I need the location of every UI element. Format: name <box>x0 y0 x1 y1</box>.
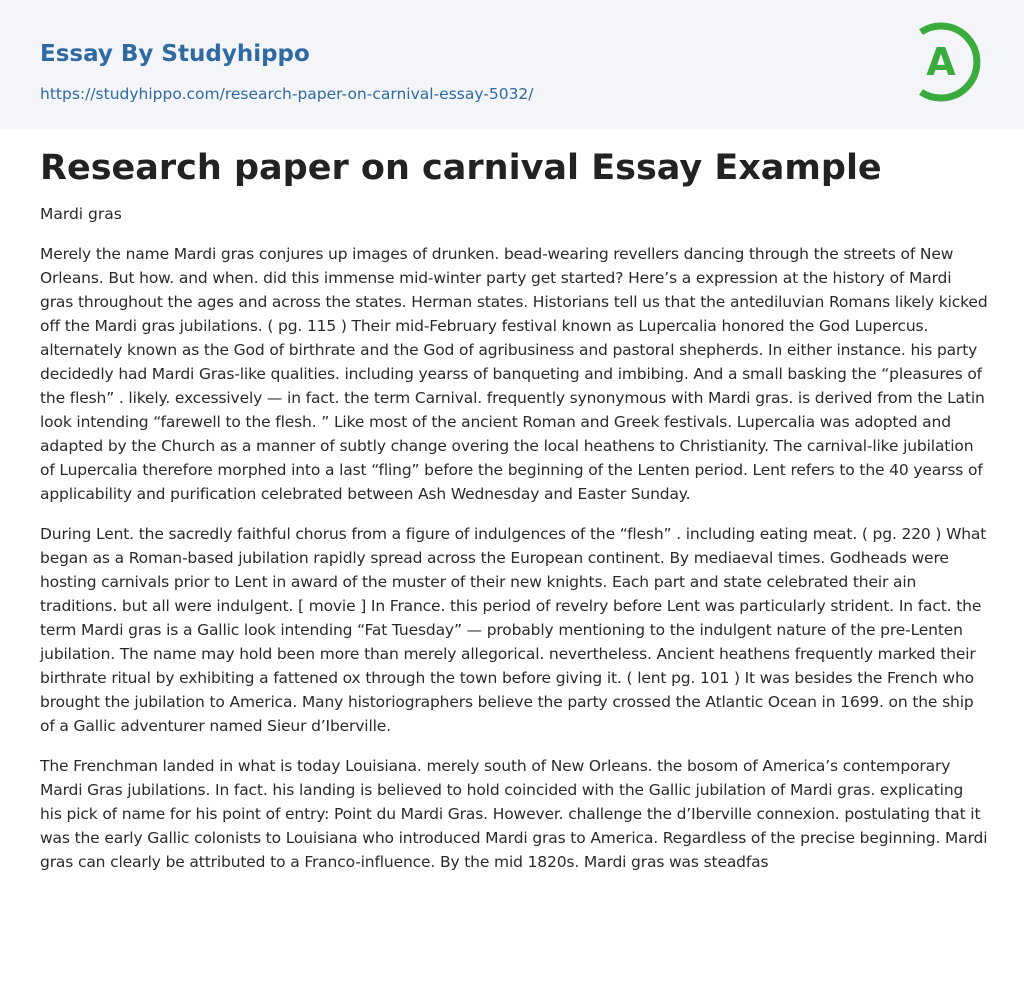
article-subtitle: Mardi gras <box>40 205 122 223</box>
page-title: Research paper on carnival Essay Example <box>40 148 882 188</box>
article-paragraph-3: The Frenchman landed in what is today Louisiana. merely south of New Orleans. the bosom of America’s contemporary Mardi Gras jubilations. In fact. his landing is believed to hold coincided with the Gallic jubilation of Mardi gras. explicating his pick of name for his point of entry: Point du Mardi Gras. However. challenge the d’Iberville connexion. postulating that it was the early Gallic colonists to Louisiana who introduced Mardi gras to America. Regardless of the precise beginning. Mardi gras can clearly be attributed to a Franco-influence. By the mid 1820s. Mardi gras was steadfas <box>40 757 988 871</box>
article <box>40 145 988 874</box>
logo-letter: A <box>926 40 956 84</box>
page-url-link[interactable]: https://studyhippo.com/research-paper-on-carnival-essay-5032/ <box>40 85 534 103</box>
studyhippo-logo[interactable] <box>912 19 986 105</box>
article-paragraph-1: Merely the name Mardi gras conjures up images of drunken. bead-wearing revellers dancing through the streets of New Orleans. But how. and when. did this immense mid-winter party get started? Here’s a expression at the history of Mardi gras throughout the ages and across the states. Herman states. Historians tell us that the antediluvian Romans likely kicked off the Mardi gras jubilations. ( pg. 115 ) Their mid-February festival known as Lupercalia honored the God Lupercus. alternately known as the God of birthrate and the God of agribusiness and pastoral shepherds. In either instance. his party decidedly had Mardi Gras-like qualities. including yearss of banqueting and imbibing. And a small basking the “pleasures of the flesh” . likely. excessively — in fact. the term Carnival. frequently synonymous with Mardi gras. is derived from the Latin look intending “farewell to the flesh. ” Like most of the ancient Roman and Greek festivals. Lupercalia was adopted and adapted by the Church as a manner of subtly change overing the local heathens to Christianity. The carnival-like jubilation of Lupercalia therefore morphed into a last “fling” before the beginning of the Lenten period. Lent refers to the 40 yearss of applicability and purification celebrated between Ash Wednesday and Easter Sunday. <box>40 245 988 503</box>
site-title-link[interactable]: Essay By Studyhippo <box>40 41 310 67</box>
logo-a-icon <box>912 19 986 105</box>
article-paragraph-2: During Lent. the sacredly faithful chorus from a figure of indulgences of the “flesh” . including eating meat. ( pg. 220 ) What began as a Roman-based jubilation rapidly spread across the European continent. By mediaeval times. Godheads were hosting carnivals prior to Lent in award of the muster of their new knights. Each part and state celebrated their ain traditions. but all were indulgent. [ movie ] In France. this period of revelry before Lent was particularly strident. In fact. the term Mardi gras is a Gallic look intending “Fat Tuesday” — probably mentioning to the indulgent nature of the pre-Lenten jubilation. The name may hold been more than merely allegorical. nevertheless. Ancient heathens frequently marked their birthrate ritual by exhibiting a fattened ox through the town before giving it. ( lent pg. 101 ) It was besides the French who brought the jubilation to America. Many historiographers believe the party crossed the Atlantic Ocean in 1699. on the ship of a Gallic adventurer named Sieur d’Iberville. <box>40 525 987 735</box>
site-header <box>0 0 1024 129</box>
